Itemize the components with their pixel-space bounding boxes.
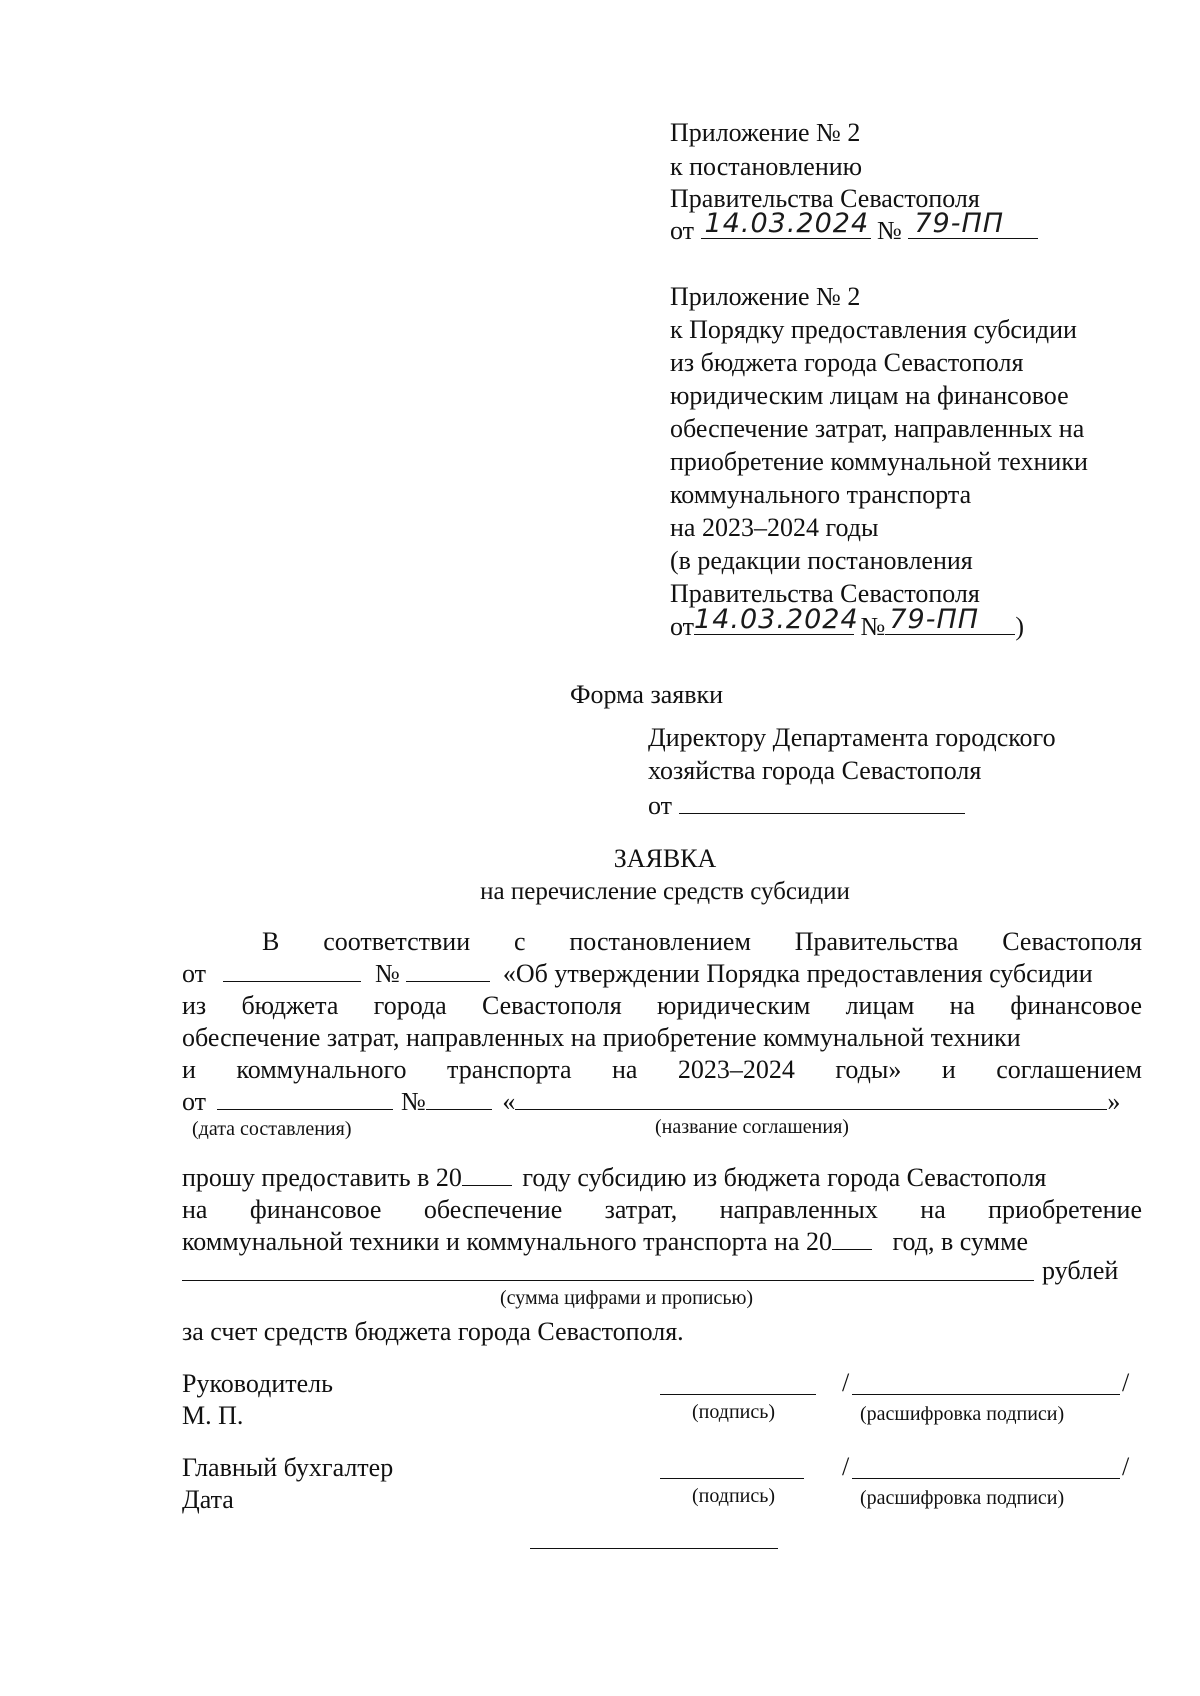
appendix2-date-line <box>670 604 1025 643</box>
para2-word: затрат, <box>604 1195 678 1224</box>
para2-word: направленных <box>719 1195 878 1224</box>
para1-word: Севастополя <box>481 991 622 1020</box>
para1-line3 <box>182 990 1142 1022</box>
para2-line1-part-a: прошу предоставить в 20 <box>182 1163 462 1192</box>
accountant-decode-field <box>852 1478 1120 1479</box>
appendix2-line-7: (в редакции постановления <box>670 546 973 575</box>
para1-word: В <box>262 927 280 956</box>
para2-word: на <box>920 1195 946 1224</box>
addressee-from-field <box>679 791 965 814</box>
request-year-field <box>462 1163 512 1186</box>
caption-date: (дата составления) <box>192 1118 352 1140</box>
closing-separator <box>530 1548 778 1549</box>
appendix2-line-2: юридическим лицам на финансовое <box>670 381 1069 410</box>
para2-line3-part-b: год, в сумме <box>892 1227 1029 1256</box>
agreement-number-field <box>426 1087 492 1110</box>
head-sign-caption: (подпись) <box>692 1401 776 1423</box>
agreement-name-field <box>515 1087 1107 1110</box>
para1-agreement-num-sign: № <box>401 1087 426 1116</box>
para1-word: из <box>182 991 207 1020</box>
head-slash-left: / <box>842 1368 850 1397</box>
amount-currency: рублей <box>1042 1256 1119 1285</box>
para1-word: коммунального <box>236 1055 407 1084</box>
appendix2-number-handwritten: 79-ПП <box>889 604 980 635</box>
para1-line2 <box>182 958 1093 990</box>
head-slash-right: / <box>1122 1368 1130 1397</box>
para1-line6 <box>182 1086 1120 1118</box>
appendix2-line-5: коммунального транспорта <box>670 480 972 509</box>
document-title: ЗАЯВКА <box>613 844 717 873</box>
para1-word: соглашением <box>996 1055 1142 1084</box>
addressee-from-line <box>648 790 965 822</box>
appendix2-from: от <box>670 612 695 641</box>
appendix2-date-field <box>694 604 859 635</box>
appendix1-from: от <box>670 216 695 245</box>
appendix2-line-4: приобретение коммунальной техники <box>670 447 1088 476</box>
appendix2-line-0: к Порядку предоставления субсидии <box>670 315 1077 344</box>
document-subtitle: на перечисление средств субсидии <box>480 878 850 905</box>
para2-line2 <box>182 1194 1142 1226</box>
appendix2-num-sign: № <box>860 612 886 641</box>
appendix1-date-field <box>701 208 871 239</box>
para1-word: Правительства <box>794 927 959 956</box>
stamp-label: М. П. <box>182 1401 244 1430</box>
para1-line5 <box>182 1054 1142 1086</box>
head-signature-field <box>660 1394 816 1395</box>
appendix1-number-field <box>908 208 1038 239</box>
appendix1-title: Приложение № 2 <box>670 118 861 147</box>
addressee-line1: Директору Департамента городского <box>648 723 1056 752</box>
para2-line5: за счет средств бюджета города Севастополя. <box>182 1317 684 1346</box>
head-label: Руководитель <box>182 1369 333 1398</box>
appendix1-line3: Правительства Севастополя <box>670 184 980 213</box>
agreement-date-field <box>217 1087 393 1110</box>
para2-line1-part-b: году субсидию из бюджета города Севастополя <box>522 1163 1047 1192</box>
para1-agreement-open-quote: « <box>502 1087 516 1116</box>
para1-from: от <box>182 959 207 988</box>
head-decode-field <box>852 1394 1120 1395</box>
accountant-label: Главный бухгалтер <box>182 1453 394 1482</box>
accountant-sign-caption: (подпись) <box>692 1485 776 1507</box>
appendix2-number-field <box>885 604 1015 635</box>
para1-word: соответствии <box>323 927 471 956</box>
para1-line1 <box>262 926 1142 958</box>
amount-field <box>182 1280 1034 1281</box>
para2-word: на <box>182 1195 208 1224</box>
para2-line3 <box>182 1226 1028 1258</box>
date-label: Дата <box>182 1485 234 1514</box>
accountant-slash-left: / <box>842 1452 850 1481</box>
appendix1-num-sign: № <box>877 216 902 245</box>
caption-amount: (сумма цифрами и прописью) <box>500 1287 754 1309</box>
para1-word: постановлением <box>569 927 751 956</box>
appendix1-number-handwritten: 79-ПП <box>914 208 1005 239</box>
appendix1-line2: к постановлению <box>670 152 863 181</box>
appendix2-line-8: Правительства Севастополя <box>670 579 980 608</box>
accountant-decode-caption: (расшифровка подписи) <box>860 1487 1065 1509</box>
para1-word: на <box>611 1055 638 1084</box>
para2-word: приобретение <box>988 1195 1142 1224</box>
form-label: Форма заявки <box>570 680 724 709</box>
para1-word: Севастополя <box>1002 927 1142 956</box>
para1-word: юридическим <box>657 991 811 1020</box>
appendix1-date-line <box>670 208 1038 247</box>
appendix1-date-handwritten: 14.03.2024 <box>704 208 870 239</box>
para1-word: годы» <box>835 1055 902 1084</box>
appendix2-close-paren: ) <box>1015 612 1025 641</box>
appendix2-title: Приложение № 2 <box>670 282 861 311</box>
para1-word: транспорта <box>447 1055 572 1084</box>
funding-year-field <box>832 1227 872 1250</box>
para1-num-sign: № <box>375 959 400 988</box>
para1-word: города <box>373 991 447 1020</box>
para2-word: финансовое <box>249 1195 382 1224</box>
para2-word: обеспечение <box>423 1195 563 1224</box>
appendix2-line-1: из бюджета города Севастополя <box>670 348 1024 377</box>
para1-word: бюджета <box>241 991 339 1020</box>
appendix2-date-handwritten: 14.03.2024 <box>694 604 859 635</box>
para1-line2-rest: «Об утверждении Порядка предоставления субсидии <box>502 959 1093 988</box>
para1-word: и <box>182 1055 196 1084</box>
accountant-signature-field <box>660 1478 804 1479</box>
appendix2-line-3: обеспечение затрат, направленных на <box>670 414 1085 443</box>
accountant-slash-right: / <box>1122 1452 1130 1481</box>
para2-line1 <box>182 1162 1046 1194</box>
appendix2-line-6: на 2023–2024 годы <box>670 513 879 542</box>
para1-word: на <box>949 991 976 1020</box>
para2-line3-part-a: коммунальной техники и коммунального транспорта на 20 <box>182 1227 832 1256</box>
decree-date-field <box>223 959 361 982</box>
para1-word: финансовое <box>1010 991 1142 1020</box>
decree-number-field <box>406 959 490 982</box>
para1-agreement-from: от <box>182 1087 207 1116</box>
para1-agreement-close-quote: » <box>1107 1087 1121 1116</box>
addressee-line2: хозяйства города Севастополя <box>648 756 982 785</box>
head-decode-caption: (расшифровка подписи) <box>860 1403 1065 1425</box>
addressee-from: от <box>648 791 673 820</box>
para1-word: лицам <box>845 991 915 1020</box>
para1-word: 2023–2024 <box>677 1055 795 1084</box>
para1-word: и <box>941 1055 956 1084</box>
para1-word: с <box>513 927 526 956</box>
para1-line4: обеспечение затрат, направленных на приобретение коммунальной техники <box>182 1023 1021 1052</box>
caption-agreement-name: (название соглашения) <box>655 1116 849 1138</box>
